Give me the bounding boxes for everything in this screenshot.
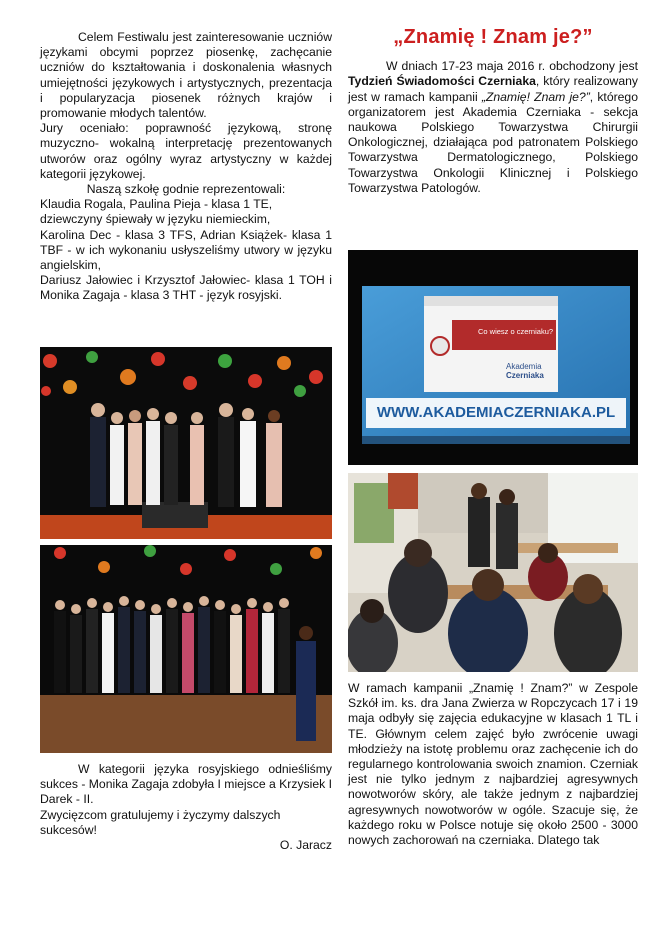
campaign-name: „Znamię! Znam je?” [481, 89, 590, 104]
russian-success-paragraph: W kategorii języka rosyjskiego odnieśliśmy sukces - Monika Zagaja zdobyła I miejsce a Krzysiek I Darek - II. [40, 762, 332, 807]
representatives-german: Klaudia Rogala, Paulina Pieja - klasa 1 TE, dziewczyny śpiewały w języku niemieckim, [40, 197, 273, 227]
intro-text-c: , którego organizatorem jest Akademia Czerniaka - sekcja naukowa Polskiego Towarzystwa Chirurgii Onkologicznej, działająca pod patronatem Polskiego Towarzystwa Dermatologicznego, Polskiego Towarzystwa Onkologii Klinicznej i Polskiego Towarzystwa Patologów. [348, 89, 638, 195]
brand-name-line1: Akademia [506, 362, 542, 371]
festival-goal-paragraph: Celem Festiwalu jest zainteresowanie uczniów językami obcymi poprzez piosenkę, zachęcanie uczniów do kształtowania i doskonalenia własnych umiejętności językowych i artystycznych, prezentacja i popularyzacja piosenek różnych krajów i promowanie młodych talentów. [40, 30, 332, 121]
congratulations-paragraph: Zwycięzcom gratulujemy i życzymy dalszych sukcesów! [40, 807, 281, 837]
campaign-website-url: WWW.AKADEMIACZERNIAKA.PL [376, 404, 616, 421]
festival-group-photo-presenter [40, 545, 332, 753]
article-title: „Znamię ! Znam je?” [393, 26, 593, 48]
russian-success-section [40, 762, 332, 853]
campaign-intro-paragraph [348, 59, 638, 196]
right-column [348, 26, 638, 196]
representatives-english: Karolina Dec - klasa 3 TFS, Adrian Książek- klasa 1 TBF - w ich wykonaniu usłyszeliśmy utwory w języku angielskim, [40, 227, 332, 273]
brand-name-line2: Czerniaka [506, 371, 544, 380]
classroom-lessons-paragraph: W ramach kampanii „Znamię ! Znam?” w Zespole Szkół im. ks. dra Jana Zwierza w Ropczycach 17 i 19 maja odbyły się zajęcia edukacyjne w klasach 1 TL i TE. Głównym celem zajęć było zwrócenie uwagi młodzieży na istotę problemu oraz zachęcenie ich do regularnego kontrolowania swoich znamion. Czerniak jest nie tylko jednym z najbardziej agresywnych nowotworów skóry, ale także jednym z najbardziej agresywnych nowotworów w ogóle. Szacuje się, że każdego roku w Polsce notuje się około 2500 - 3000 nowych zachorowań na czerniaka. Dlatego tak [348, 681, 638, 848]
awareness-week-name: Tydzień Świadomości Czerniaka [348, 74, 536, 89]
jury-paragraph: Jury oceniało: poprawność językową, stronę muzyczno- wokalną interpretację prezentowanych utworów oraz ogólny wyraz artystyczny w każdej kategorii językowej. [40, 121, 332, 181]
projector-screen-photo [348, 250, 638, 465]
classroom-lesson-photo [348, 473, 638, 672]
author-signature: O. Jaracz [279, 838, 332, 853]
representatives-heading: Naszą szkołę godnie reprezentowali: [86, 182, 286, 197]
representatives-russian: Dariusz Jałowiec i Krzysztof Jałowiec- klasa 1 TOH i Monika Zagaja - klasa 3 THT - język rosyjski. [40, 273, 332, 303]
festival-group-photo-stage [40, 347, 332, 539]
intro-text-b: , który realizowany jest w ramach kampanii [348, 74, 638, 104]
intro-text-a: W dniach 17-23 maja 2016 r. obchodzony jest [386, 59, 638, 74]
left-column [40, 30, 332, 304]
classroom-lessons-section [348, 681, 638, 848]
website-question-text: Co wiesz o czerniaku? [478, 327, 554, 336]
